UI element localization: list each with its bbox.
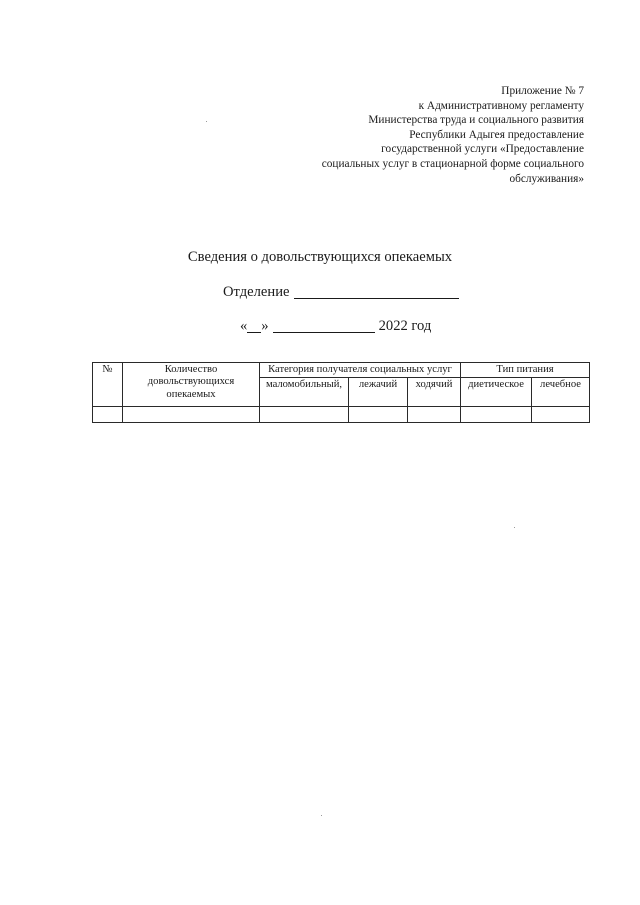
header-number: №	[93, 363, 123, 407]
subheader-cell: диетическое	[461, 378, 532, 407]
header-category-group: Категория получателя социальных услуг	[260, 363, 461, 378]
date-line	[240, 318, 431, 335]
subheader-cell: ходячий	[408, 378, 461, 407]
subheader-cell: лечебное	[532, 378, 590, 407]
header-food-group: Тип питания	[461, 363, 590, 378]
report-table	[92, 362, 590, 423]
appendix-line: Министерства труда и социального развития	[368, 114, 584, 127]
table-cell[interactable]	[93, 407, 123, 423]
appendix-line: Республики Адыгея предоставление	[409, 128, 584, 141]
department-label: Отделение	[223, 284, 290, 300]
table-cell[interactable]	[461, 407, 532, 423]
table-row	[93, 407, 590, 423]
appendix-line: к Административному регламенту	[418, 99, 584, 112]
subheader-cell: лежачий	[349, 378, 408, 407]
table-header-row	[93, 363, 590, 378]
date-close-quote: »	[261, 318, 269, 334]
department-line	[223, 284, 459, 301]
day-blank-field[interactable]	[247, 319, 261, 333]
scan-speck	[321, 815, 322, 816]
date-open-quote: «	[240, 318, 248, 334]
table-cell[interactable]	[349, 407, 408, 423]
scan-speck	[206, 121, 207, 122]
table-cell[interactable]	[408, 407, 461, 423]
department-blank-field[interactable]	[294, 284, 459, 299]
appendix-line: Приложение № 7	[501, 85, 584, 97]
appendix-header	[264, 84, 584, 186]
date-year: 2022 год	[378, 318, 432, 334]
table-cell[interactable]	[532, 407, 590, 423]
header-count: Количество довольствующихся опекаемых	[123, 363, 260, 407]
table-cell[interactable]	[123, 407, 260, 423]
appendix-line: государственной услуги «Предоставление	[381, 143, 584, 156]
appendix-line: социальных услуг в стационарной форме социального	[321, 157, 584, 170]
month-blank-field[interactable]	[273, 319, 375, 333]
scan-speck	[514, 527, 515, 528]
document-title: Сведения о довольствующихся опекаемых	[187, 249, 453, 265]
table-cell[interactable]	[260, 407, 349, 423]
subheader-cell: маломобильный,	[260, 378, 349, 407]
appendix-line: обслуживания»	[509, 172, 584, 185]
